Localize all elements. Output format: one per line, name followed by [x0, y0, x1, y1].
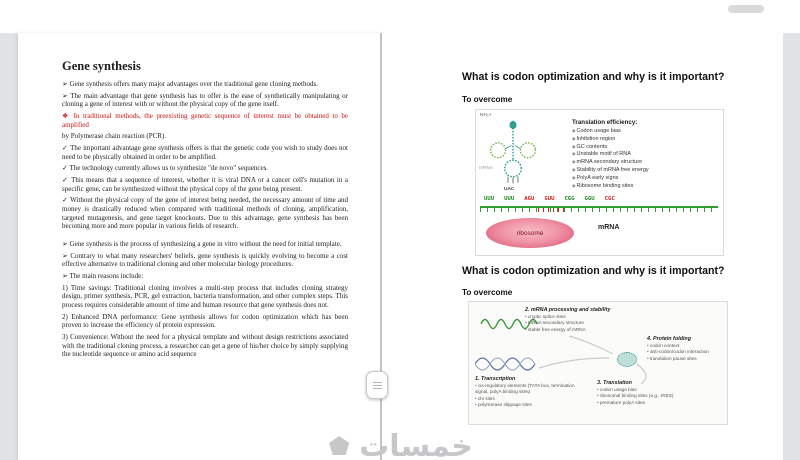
codon: AGU: [524, 196, 535, 202]
paragraph: ➢ Gene synthesis is the process of synthesizing a gene in vitro without the need for initial template.: [62, 240, 342, 249]
paragraph: 2) Enhanced DNA performance: Gene synthesis allows for codon optimization which has been proven to increase the efficiency of protein expression.: [62, 312, 348, 330]
flow-step-item: • codon usage bias: [597, 387, 709, 393]
flow-step-item: • anti-codon/codon interaction: [647, 349, 723, 355]
flow-step-item: • mRNA secondary structure: [525, 320, 627, 326]
flow-step-item: • ribosomal binding sites (e.g., IRES): [597, 393, 709, 399]
codon: UUU: [504, 196, 515, 202]
dna-helix-illustration: [475, 356, 539, 372]
paragraph: by Polymerase chain reaction (PCR).: [62, 132, 167, 141]
trna-cloverleaf-illustration: [484, 116, 542, 192]
flow-step-item: • codon context: [647, 343, 723, 349]
flow-step-protein-folding: [647, 336, 723, 362]
document-page-left: [18, 33, 380, 460]
document-page-right: [382, 33, 783, 460]
watermark: [327, 429, 473, 460]
flow-step-item: • stable free energy of mRNA: [525, 327, 627, 333]
paragraph-highlighted-red: ❖ In traditional methods, the preexisting genetic sequence of interest must be obtained to be amplified: [62, 112, 348, 129]
paragraph: ✓ The important advantage gene synthesis offers is that the genetic code you wish to study does not need to be physically obtained in order to be amplified.: [62, 144, 348, 161]
mrna-label: mRNA: [598, 224, 620, 231]
list-title: Translation efficiency:: [572, 119, 638, 126]
section-subheading: To overcome: [462, 95, 513, 104]
horizontal-scrollbar-thumb[interactable]: [728, 5, 764, 13]
flow-step-translation: [597, 380, 709, 406]
flow-step-item: • chi sites: [475, 396, 577, 402]
codon: CGC: [604, 196, 615, 202]
section-heading: What is codon optimization and why is it important?: [462, 71, 725, 83]
list-item: ◆ PolyA early signs: [572, 175, 649, 183]
codon-sequence: [484, 196, 615, 202]
flow-step-transcription: [475, 376, 577, 408]
list-item: ◆ mRNA secondary structure: [572, 159, 649, 167]
anticodon-label: UAC: [504, 187, 515, 192]
list-item: ◆ GC contents: [572, 144, 649, 152]
paragraph: ✓ Without the physical copy of the gene of interest being needed, the necessary amount of time and money is drastically reduced when compared with traditional methods of cloning, amplification, targeted mutagenesis, and gene target knockouts. Due to this advantage, gene synthesis has been becoming more and more popular in various fields of research.: [62, 196, 348, 231]
paragraph: 3) Convenience: Without the need for a physical template and without design restrictions associated with the traditional cloning process, a researcher can get a gene of his/her choice by simply supplying the nucleotide sequence or amino acid sequence: [62, 333, 348, 359]
codon: GGU: [584, 196, 595, 202]
watermark-text: خمسات: [359, 429, 473, 460]
list-item: ◆ Inhibition region: [572, 136, 649, 144]
flow-step-title: 2. mRNA processing and stability: [525, 307, 611, 313]
flow-step-item: • premature polyA sites: [597, 400, 709, 406]
watermark-logo-icon: [327, 435, 351, 459]
page-divider-handle[interactable]: [366, 371, 388, 399]
left-page-content: [18, 33, 380, 370]
list-item: ◆ Unstable motif of RNA: [572, 151, 649, 159]
flow-step-title: 3. Translation: [597, 380, 632, 386]
document-title: Gene synthesis: [62, 59, 141, 73]
flow-step-item: • cryptic splice sites: [525, 314, 627, 320]
flow-step-item: • cis-regulatory elements (TATA box, termination signal, polyA binding sites): [475, 383, 577, 396]
paragraph: ➢ The main advantage that gene synthesis has to offer is the ease of synthetically manipulating or cloning a gene of interest with or without the physical copy of the gene itself.: [62, 91, 348, 109]
ribosome-blob-illustration: [617, 352, 637, 367]
mrna-small-label: mRNA: [479, 166, 494, 171]
codon: CGG: [564, 196, 575, 202]
flow-step-item: • translation pause sites: [647, 356, 723, 362]
paragraph: ✓ The technology currently allows us to synthesize "de novo" sequences.: [62, 164, 269, 173]
codon: GUU: [544, 196, 555, 202]
codon: UUU: [484, 196, 495, 202]
translation-efficiency-diagram: [475, 109, 724, 256]
flow-step-title: 1. Transcription: [475, 376, 516, 382]
list-item: ◆ Ribosome binding sites: [572, 183, 649, 191]
ribosome-label: ribosome: [516, 229, 544, 237]
amino-group-label: NH₂+: [480, 113, 492, 118]
flow-step-item: • polymerase slippage sites: [475, 402, 577, 408]
top-toolbar: [0, 0, 800, 33]
list-item: ◆ Codon usage bias: [572, 128, 649, 136]
paragraph: ✓ This means that a sequence of interest, whether it is viral DNA or a cancer cell's mutation in a specific gene, can be synthesized without the physical copy of the gene being present.: [62, 176, 348, 193]
section-heading: What is codon optimization and why is it important?: [462, 265, 725, 277]
paragraph: ➢ The main reasons include:: [62, 272, 144, 281]
flow-step-title: 4. Protein folding: [647, 336, 692, 342]
paragraph: 1) Time savings: Traditional cloning involves a multi-step process that includes cloning strategy design, primer synthesis, PCR, gel extraction, bacteria transformation, and other complex steps. This process requires considerable amount of time and human resource that gene synthesis does not.: [62, 283, 348, 310]
translation-efficiency-list: [572, 119, 649, 190]
paragraph: ➢ Gene synthesis offers many major advantages over the traditional gene cloning methods.: [62, 80, 318, 88]
list-item: ◆ Stability of mRNA free energy: [572, 167, 649, 175]
paragraph: ➢ Contrary to what many researchers' beliefs, gene synthesis is quickly evolving to become a cost effective alternative to traditional cloning and other molecular biology procedures.: [62, 251, 348, 269]
section-subheading: To overcome: [462, 288, 513, 297]
ribosome-illustration: [486, 218, 574, 248]
flow-step-mrna-processing: [525, 307, 627, 333]
mrna-strand-illustration: [480, 206, 718, 213]
codon-optimization-flow-diagram: [468, 301, 728, 425]
